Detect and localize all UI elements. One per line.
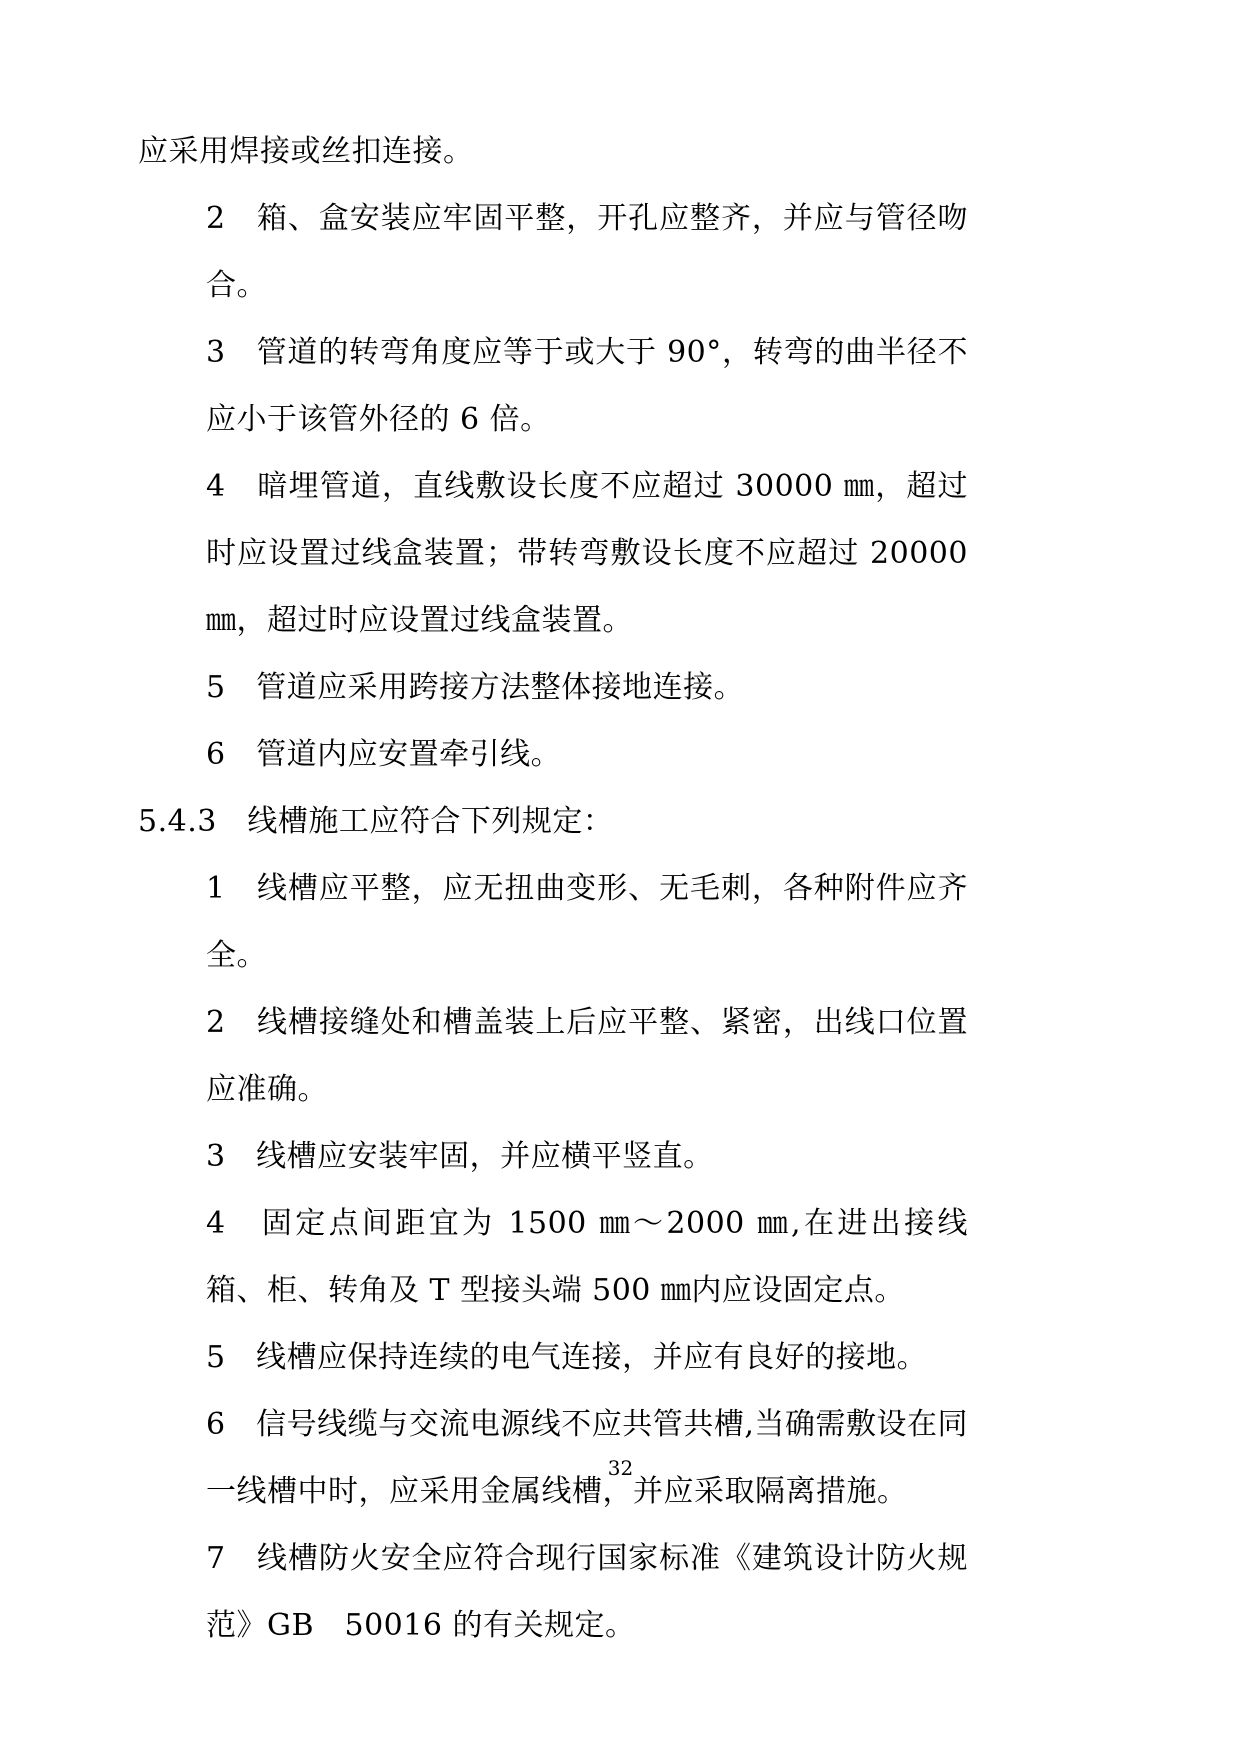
list-item: 2 箱、盒安装应牢固平整，开孔应整齐，并应与管径吻合。 <box>206 201 968 303</box>
list-item: 5 管道应采用跨接方法整体接地连接。 <box>206 670 745 705</box>
paragraph-continuation: 应采用焊接或丝扣连接。 <box>138 134 474 169</box>
clause-heading: 5.4.3 线槽施工应符合下列规定： <box>138 804 614 839</box>
list-item: 1 线槽应平整，应无扭曲变形、无毛刺，各种附件应齐全。 <box>206 871 968 973</box>
list-item: 3 线槽应安装牢固，并应横平竖直。 <box>206 1139 714 1174</box>
list-item: 4 暗埋管道，直线敷设长度不应超过 30000 ㎜，超过时应设置过线盒装置；带转弯敷设长度不应超过 20000 ㎜，超过时应设置过线盒装置。 <box>206 469 979 638</box>
page-number: 32 <box>607 1456 634 1480</box>
list-item: 4 固定点间距宜为 1500 ㎜～2000 ㎜,在进出接线箱、柜、转角及 T 型接头端 500 ㎜内应设固定点。 <box>206 1206 968 1308</box>
list-item: 6 管道内应安置牵引线。 <box>206 737 562 772</box>
list-item: 2 线槽接缝处和槽盖装上后应平整、紧密，出线口位置应准确。 <box>206 1005 968 1107</box>
list-item: 5 线槽应保持连续的电气连接，并应有良好的接地。 <box>206 1340 928 1375</box>
list-item: 7 线槽防火安全应符合现行国家标准《建筑设计防火规范》GB 50016 的有关规定。 <box>206 1541 968 1643</box>
page-content <box>138 118 979 1659</box>
list-item: 6 信号线缆与交流电源线不应共管共槽,当确需敷设在同一线槽中时，应采用金属线槽，并应采取隔离措施。 <box>206 1407 968 1509</box>
list-item: 3 管道的转弯角度应等于或大于 90°，转弯的曲半径不应小于该管外径的 6 倍。 <box>206 335 968 437</box>
